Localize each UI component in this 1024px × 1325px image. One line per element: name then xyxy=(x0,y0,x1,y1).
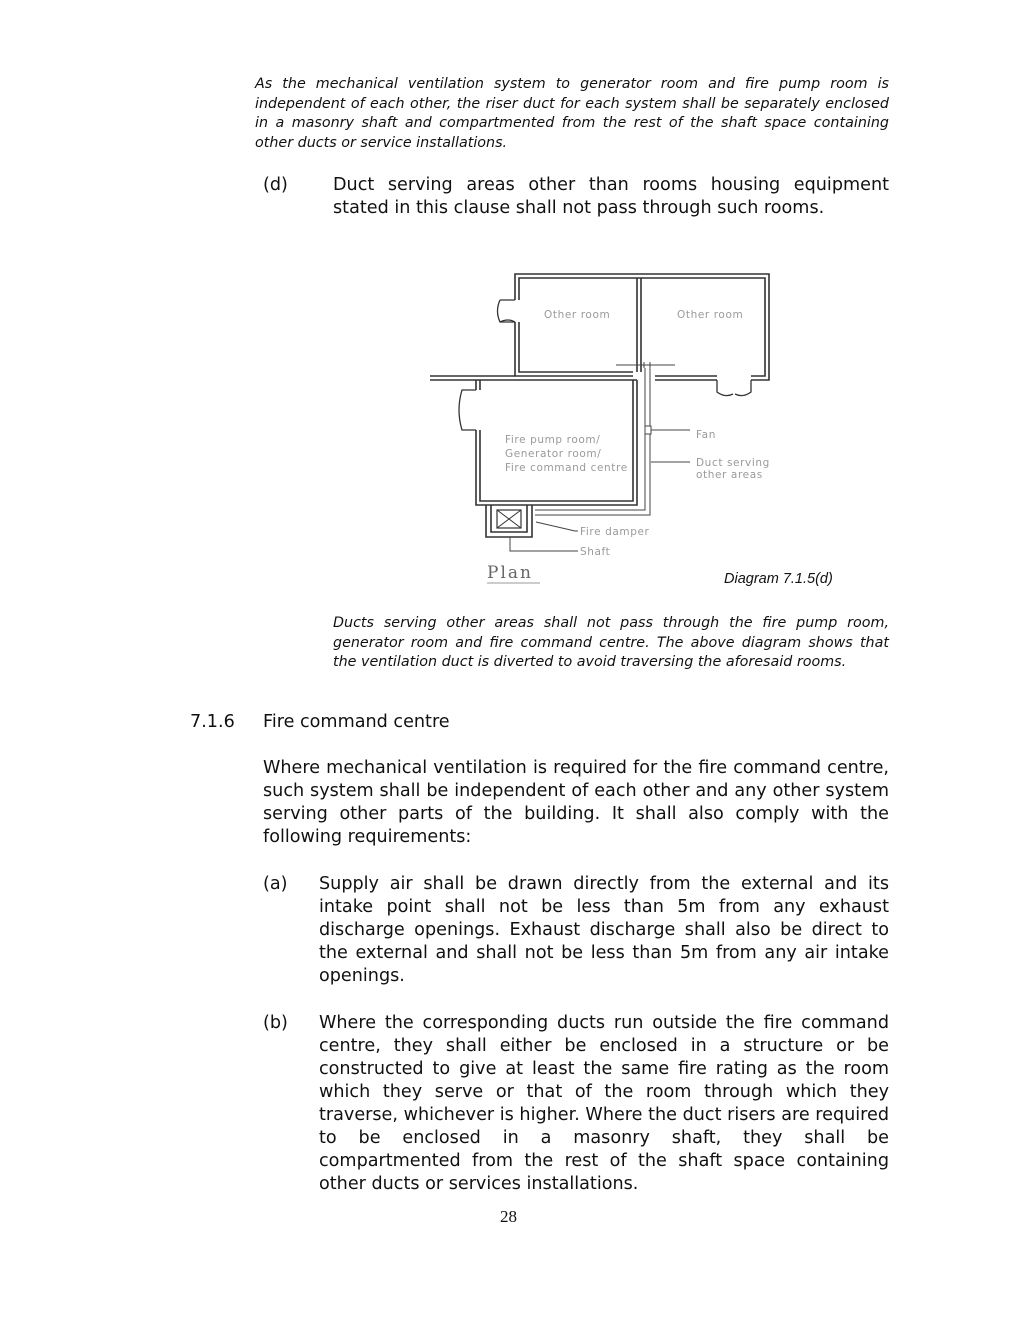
diagram-note: Ducts serving other areas shall not pass through the fire pump room, generator room and fire command centre. The above diagram shows that the ventilation duct is diverted to avoid traversing the aforesaid rooms. xyxy=(333,615,889,670)
partition-wall xyxy=(637,278,641,372)
fire-pump-room-wall xyxy=(476,380,480,390)
label-other-room-right: Other room xyxy=(677,309,744,321)
item-b-marker: (b) xyxy=(263,1013,288,1033)
label-fire-damper: Fire damper xyxy=(580,526,650,538)
item-b-text: Where the corresponding ducts run outside the fire command centre, they shall either be enclosed in a structure or be constructed to give at least the same fire rating as the room which they serve or that of the room through which they traverse, whichever is higher. Where the duct risers are required to be enclosed in a masonry shaft, they shall be compartmented from the rest of the shaft space containing other ducts or services installations. xyxy=(319,1013,889,1194)
clause-d-text: Duct serving areas other than rooms housing equipment stated in this clause shall not pass through such rooms. xyxy=(333,175,889,218)
label-duct-2: other areas xyxy=(696,469,763,481)
label-plan: Plan xyxy=(487,563,533,583)
label-fire-pump-1: Fire pump room/ xyxy=(505,434,601,446)
section-intro: Where mechanical ventilation is required for the fire command centre, such system shall be independent of each other and any other system serving other parts of the building. It shall also comply with the following requirements: xyxy=(263,758,889,847)
item-a-marker: (a) xyxy=(263,874,288,894)
section-number: 7.1.6 xyxy=(190,712,235,732)
plan-diagram xyxy=(0,0,1024,600)
label-fan: Fan xyxy=(696,429,716,441)
diagram-caption: Diagram 7.1.5(d) xyxy=(724,571,833,587)
label-other-room-left: Other room xyxy=(544,309,611,321)
upper-rooms-wall xyxy=(515,274,769,380)
section-title: Fire command centre xyxy=(263,712,450,732)
label-shaft: Shaft xyxy=(580,546,611,558)
item-a-text: Supply air shall be drawn directly from the external and its intake point shall not be less than 5m from any exhaust discharge openings. Exhaust discharge shall also be direct to the external and shall not be less than 5m from any air intake openings. xyxy=(319,874,889,986)
label-fire-pump-3: Fire command centre xyxy=(505,462,628,474)
clause-d-marker: (d) xyxy=(263,175,288,195)
label-fire-pump-2: Generator room/ xyxy=(505,448,602,460)
intro-note: As the mechanical ventilation system to generator room and fire pump room is independent of each other, the riser duct for each system shall be separately enclosed in a masonry shaft and compartmented from the rest of the shaft space containing other ducts or service installations. xyxy=(255,76,889,151)
page-number: 28 xyxy=(500,1207,517,1226)
label-duct-1: Duct serving xyxy=(696,457,770,469)
